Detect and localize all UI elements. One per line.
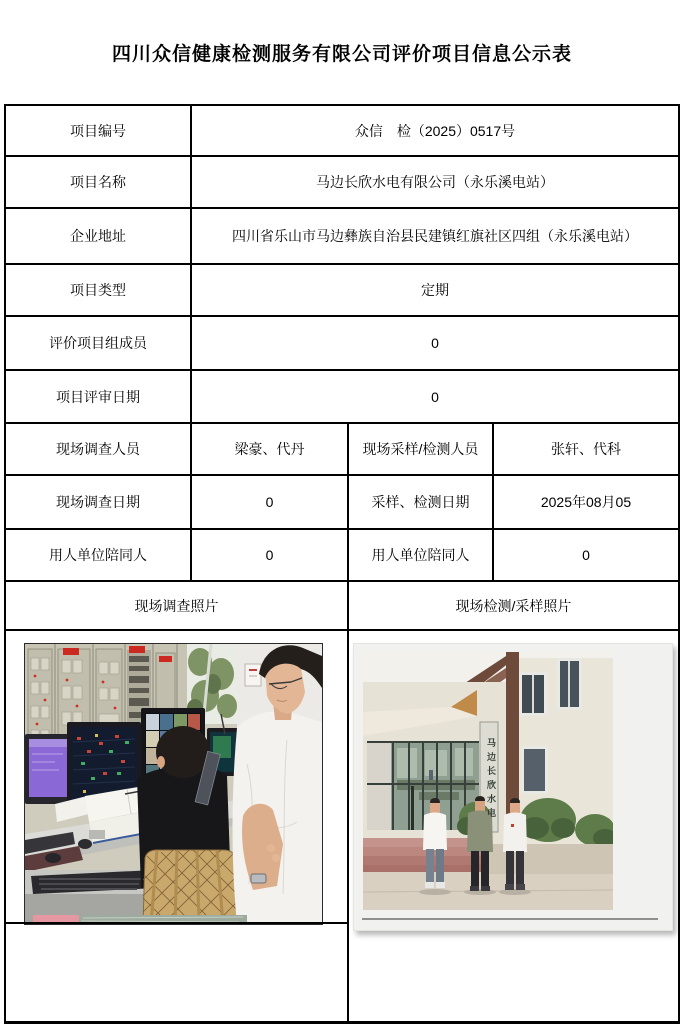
photo-divider-rule — [5, 922, 348, 924]
table-row — [5, 264, 679, 316]
table-row — [5, 423, 679, 475]
value-team-members: 0 — [191, 316, 679, 370]
building-sign-text: 马边长欣水电 — [486, 738, 496, 822]
label-survey-staff: 现场调查人员 — [5, 423, 191, 475]
table-row — [5, 581, 679, 630]
label-sampling-date: 采样、检测日期 — [348, 475, 493, 529]
value-sampling-date: 2025年08月05 — [493, 475, 679, 529]
label-review-date: 项目评审日期 — [5, 370, 191, 423]
info-table — [4, 104, 680, 1024]
label-project-type: 项目类型 — [5, 264, 191, 316]
title-band — [0, 0, 684, 104]
label-survey-date: 现场调查日期 — [5, 475, 191, 529]
label-sampling-staff: 现场采样/检测人员 — [348, 423, 493, 475]
header-survey-photo: 现场调查照片 — [5, 581, 348, 630]
label-employer-companion-1: 用人单位陪同人 — [5, 529, 191, 581]
value-project-type: 定期 — [191, 264, 679, 316]
table-row — [5, 316, 679, 370]
value-survey-date: 0 — [191, 475, 348, 529]
value-review-date: 0 — [191, 370, 679, 423]
value-company-address: 四川省乐山市马边彝族自治县民建镇红旗社区四组（永乐溪电站） — [191, 208, 679, 264]
value-project-number: 众信 检（2025）0517号 — [191, 105, 679, 156]
sampling-photo-frame — [353, 643, 673, 931]
label-project-number: 项目编号 — [5, 105, 191, 156]
table-row — [5, 370, 679, 423]
survey-photo — [24, 643, 323, 925]
page-title: 四川众信健康检测服务有限公司评价项目信息公示表 — [111, 43, 572, 65]
frame-bottom-rule — [362, 918, 658, 920]
header-sampling-photo: 现场检测/采样照片 — [348, 581, 679, 630]
label-company-address: 企业地址 — [5, 208, 191, 264]
table-row — [5, 529, 679, 581]
survey-photo-cell — [5, 630, 348, 1022]
photo-row — [5, 630, 679, 1022]
table-row — [5, 105, 679, 156]
label-team-members: 评价项目组成员 — [5, 316, 191, 370]
sampling-photo-cell — [348, 630, 679, 1022]
sampling-photo — [363, 652, 613, 910]
table-row — [5, 475, 679, 529]
value-project-name: 马边长欣水电有限公司（永乐溪电站） — [191, 156, 679, 208]
table-row — [5, 208, 679, 264]
table-row — [5, 156, 679, 208]
value-employer-companion-1: 0 — [191, 529, 348, 581]
value-employer-companion-2: 0 — [493, 529, 679, 581]
value-survey-staff: 梁豪、代丹 — [191, 423, 348, 475]
value-sampling-staff: 张轩、代科 — [493, 423, 679, 475]
label-employer-companion-2: 用人单位陪同人 — [348, 529, 493, 581]
control-room-illustration — [25, 644, 322, 924]
label-project-name: 项目名称 — [5, 156, 191, 208]
